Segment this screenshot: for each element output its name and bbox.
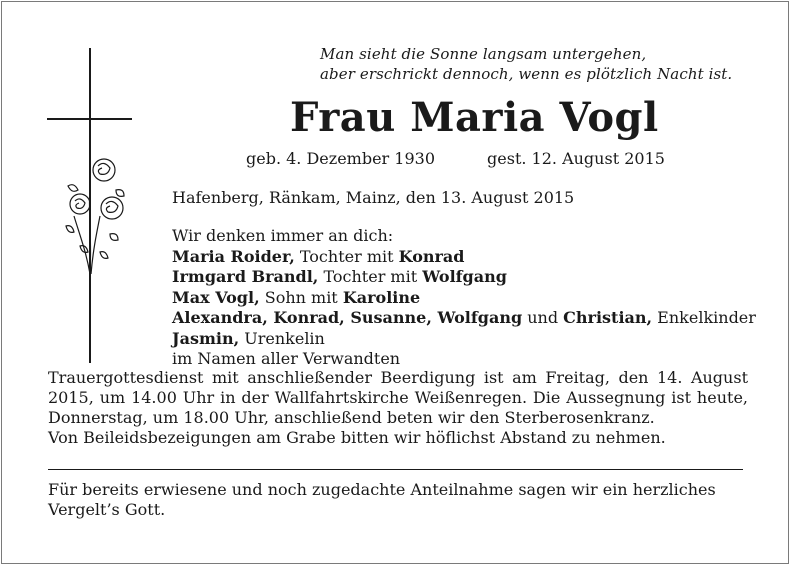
motto-line-1: Man sieht die Sonne langsam untergehen, bbox=[320, 45, 647, 63]
life-dates bbox=[246, 149, 665, 169]
death-date: gest. 12. August 2015 bbox=[487, 149, 665, 168]
condolence-request: Von Beileidsbezeigungen am Grabe bitten wir höflichst Abstand zu nehmen. bbox=[48, 428, 666, 447]
deceased-name: Frau Maria Vogl bbox=[290, 94, 659, 141]
mourner-row: Maria Roider, Tochter mit Konrad bbox=[172, 246, 465, 266]
mourners-list bbox=[172, 226, 756, 370]
great-grandchild-row: Jasmin, Urenkelin bbox=[172, 328, 325, 348]
place-and-date: Hafenberg, Ränkam, Mainz, den 13. August 2015 bbox=[172, 188, 575, 207]
birth-date: geb. 4. Dezember 1930 bbox=[246, 149, 436, 168]
cross-horizontal-bar bbox=[47, 118, 132, 120]
mourners-closing: im Namen aller Verwandten bbox=[172, 349, 401, 368]
mourner-row: Irmgard Brandl, Tochter mit Wolfgang bbox=[172, 267, 507, 286]
service-details bbox=[48, 368, 748, 448]
mourners-intro: Wir denken immer an dich: bbox=[172, 226, 394, 245]
motto-quote bbox=[320, 44, 760, 84]
mourner-row: Max Vogl, Sohn mit Karoline bbox=[172, 287, 421, 307]
rose-bouquet-icon bbox=[60, 156, 132, 274]
motto-line-2: aber erschrickt dennoch, wenn es plötzlich Nacht ist. bbox=[320, 65, 733, 83]
divider-line bbox=[48, 469, 743, 470]
thanks-note: Für bereits erwiesene und noch zugedachte Anteilnahme sagen wir ein herzliches Vergelt’s Gott. bbox=[48, 480, 716, 519]
grandchildren-row: Alexandra, Konrad, Susanne, Wolfgang und Christian, Enkelkinder bbox=[172, 308, 756, 327]
service-paragraph: Trauergottesdienst mit anschließender Beerdigung ist am Freitag, den 14. August 2015, um 14.00 Uhr in der Wallfahrtskirche Weißenregen. Die Aussegnung ist heute, Donnerstag, um 18.00 Uhr, anschließend beten wir den Sterberosenkranz. bbox=[48, 368, 748, 427]
